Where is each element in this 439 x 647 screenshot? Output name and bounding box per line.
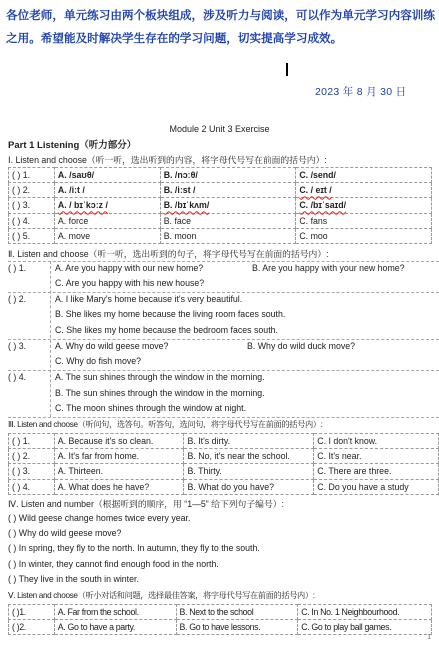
divider <box>8 339 439 340</box>
answer-cell[interactable]: ( ) 4. <box>9 479 55 494</box>
option-a: A. What does he have? <box>54 479 184 494</box>
answer-bracket[interactable]: ( ) 2. <box>8 294 27 304</box>
answer-cell[interactable]: ( ) 4. <box>9 213 55 228</box>
option-b: B. Why do wild duck move? <box>247 341 356 351</box>
option-c: C. There are three. <box>314 464 439 479</box>
answer-bracket[interactable]: ( ) 1. <box>8 263 27 273</box>
list-item: ( ) Wild geese change homes twice every year. <box>8 513 191 523</box>
option-a: A. / bɪˈkɔːz / <box>54 198 160 213</box>
table-row <box>9 434 439 449</box>
table-row <box>9 213 432 228</box>
divider <box>8 292 439 293</box>
part-heading: Part 1 Listening（听力部分） <box>8 140 137 151</box>
section-2-heading: Ⅱ. Listen and choose（听一听，选出听到的句子，将字母代号写在前面的括号内）: <box>8 249 329 259</box>
option-a: A. move <box>54 228 160 243</box>
section-1-heading: Ⅰ. Listen and choose（听一听，选出听到的内容，将字母代号写在前面的括号内）: <box>8 155 327 165</box>
answer-bracket[interactable]: ( ) <box>8 574 17 584</box>
option-c: C. It's near. <box>314 449 439 464</box>
section-5-table <box>8 604 432 635</box>
divider <box>8 261 439 262</box>
answer-cell[interactable]: ( ) 1. <box>9 168 55 183</box>
option-b: B. What do you have? <box>184 479 314 494</box>
answer-cell[interactable]: ( ) 5. <box>9 228 55 243</box>
option-a: A. The sun shines through the window in the morning. <box>55 372 265 382</box>
text-cursor <box>286 63 288 76</box>
option-a: A. Go to have a party. <box>54 620 176 635</box>
answer-bracket[interactable]: ( ) <box>8 513 17 523</box>
option-b: B. /nɔːθ/ <box>160 168 296 183</box>
list-item: ( ) In winter, they cannot find enough food in the north. <box>8 559 219 569</box>
table-row <box>9 449 439 464</box>
option-a: A. Far from the school. <box>54 605 176 620</box>
option-b: B. Go to have lessons. <box>176 620 298 635</box>
document-title: Module 2 Unit 3 Exercise <box>169 124 270 134</box>
answer-cell[interactable]: ( )2. <box>9 620 55 635</box>
option-b: B. moon <box>160 228 296 243</box>
option-b: B. It's dirty. <box>184 434 314 449</box>
option-a: A. /saʊθ/ <box>54 168 160 183</box>
answer-cell[interactable]: ( ) 3. <box>9 198 55 213</box>
answer-cell[interactable]: ( ) 1. <box>9 434 55 449</box>
section-1-table <box>8 167 432 244</box>
option-a: A. I like Mary's home because it's very beautiful. <box>55 294 243 304</box>
option-c: C. moo <box>296 228 432 243</box>
option-b: B. She likes my home because the living room faces south. <box>55 309 286 319</box>
option-b: B. /iːst / <box>160 183 296 198</box>
section-4-heading: Ⅳ. Listen and number（根据听到的顺序，用 “1—5” 给下列句子编号）: <box>8 499 284 509</box>
table-row <box>9 183 432 198</box>
date-line: 2023 年 8 月 30 日 <box>315 86 407 98</box>
option-c: C. Why do fish move? <box>55 356 142 366</box>
section-3-table <box>8 433 439 495</box>
option-a: A. Are you happy with our new home? <box>55 263 204 273</box>
option-b: B. Are you happy with your new home? <box>252 263 405 273</box>
answer-cell[interactable]: ( ) 2. <box>9 183 55 198</box>
divider <box>8 417 439 418</box>
option-b: B. face <box>160 213 296 228</box>
option-a: A. Why do wild geese move? <box>55 341 169 351</box>
answer-bracket[interactable]: ( ) 4. <box>8 372 27 382</box>
list-item: ( ) Why do wild geese move? <box>8 528 122 538</box>
option-c: C. / eɪt / <box>296 183 432 198</box>
option-b: B. /bɪˈkʌm/ <box>160 198 296 213</box>
intro-note: 各位老师，单元练习由两个板块组成，涉及听力与阅读，可以作为单元学习内容训练之用。希望能及时解决学生存在的学习问题，切实提高学习成效。 <box>6 8 435 45</box>
section-3-heading: Ⅲ. Listen and choose（听问句，选答句。听答句，选问句，将字母代号写在前面的括号内）: <box>8 420 323 429</box>
answer-bracket[interactable]: ( ) <box>8 528 17 538</box>
answer-bracket[interactable]: ( ) <box>8 559 17 569</box>
table-row <box>9 605 432 620</box>
table-row <box>9 464 439 479</box>
option-a: A. /iːt / <box>54 183 160 198</box>
option-b: B. The sun shines through the window in the morning. <box>55 388 265 398</box>
list-item: ( ) In spring, they fly to the north. In autumn, they fly to the south. <box>8 543 260 553</box>
option-c: C. fans <box>296 213 432 228</box>
table-row <box>9 198 432 213</box>
option-a: A. Because it's so clean. <box>54 434 184 449</box>
page-number: 1 <box>427 634 431 641</box>
answer-cell[interactable]: ( )1. <box>9 605 55 620</box>
option-a: A. It's far from home. <box>54 449 184 464</box>
option-c: C. In No. 1 Neighbourhood. <box>298 605 432 620</box>
table-row <box>9 620 432 635</box>
option-b: B. Thirty. <box>184 464 314 479</box>
section-5-heading: Ⅴ. Listen and choose（听小对话和问题，选择最佳答案，将字母代号写在前面的括号内）: <box>8 591 315 600</box>
table-row <box>9 228 432 243</box>
option-c: C. /bɪˈsaɪd/ <box>296 198 432 213</box>
table-row <box>9 168 432 183</box>
answer-cell[interactable]: ( ) 3. <box>9 464 55 479</box>
option-b: B. Next to the school <box>176 605 298 620</box>
option-c: C. The moon shines through the window at night. <box>55 403 247 413</box>
divider <box>50 261 51 417</box>
option-c: C. Do you have a study <box>314 479 439 494</box>
answer-bracket[interactable]: ( ) 3. <box>8 341 27 351</box>
option-c: C. I don't know. <box>314 434 439 449</box>
list-item: ( ) They live in the south in winter. <box>8 574 139 584</box>
option-c: C. Are you happy with his new house? <box>55 278 205 288</box>
option-c: C. /send/ <box>296 168 432 183</box>
option-b: B. No, it's near the school. <box>184 449 314 464</box>
divider <box>8 370 439 371</box>
option-c: C. She likes my home because the bedroom faces south. <box>55 325 278 335</box>
option-a: A. Thirteen. <box>54 464 184 479</box>
option-a: A. force <box>54 213 160 228</box>
answer-cell[interactable]: ( ) 2. <box>9 449 55 464</box>
answer-bracket[interactable]: ( ) <box>8 543 17 553</box>
table-row <box>9 479 439 494</box>
option-c: C. Go to play ball games. <box>298 620 432 635</box>
